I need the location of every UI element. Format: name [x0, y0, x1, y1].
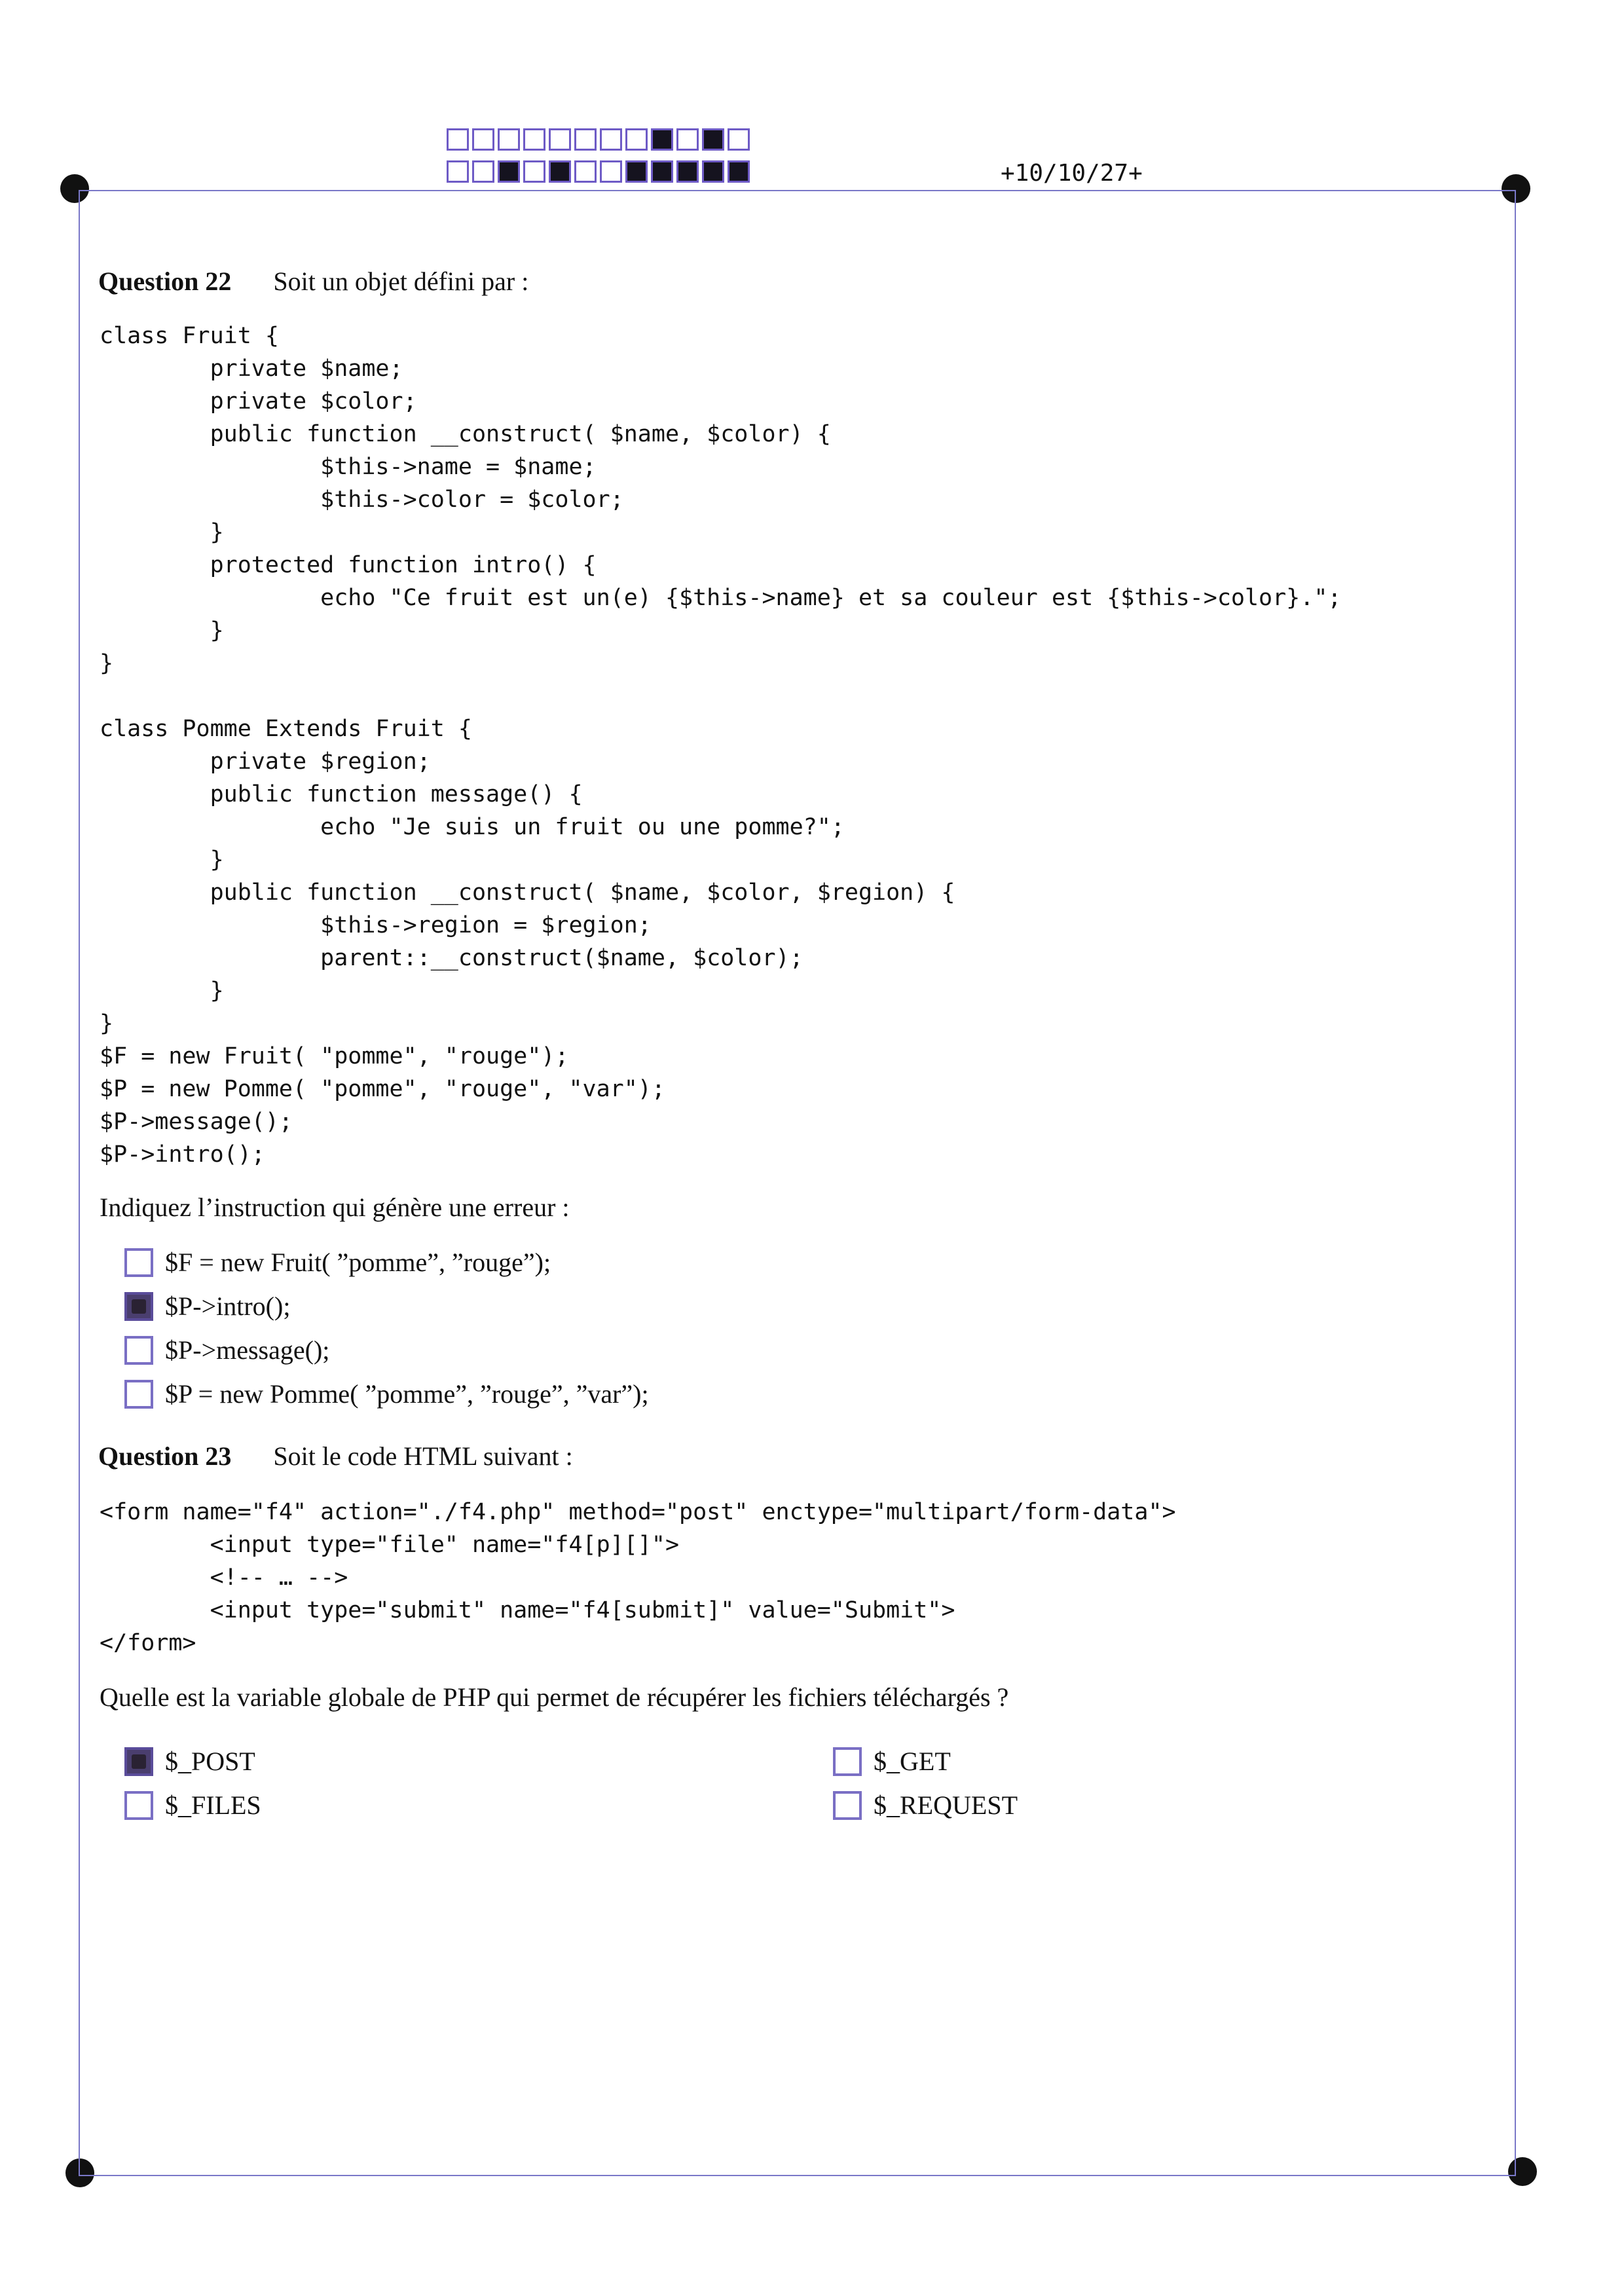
code-line: public function message() { — [100, 781, 583, 807]
code-line: </form> — [100, 1630, 196, 1656]
q22-answer-4[interactable] — [124, 1379, 649, 1409]
barcode-bottom-cell — [651, 160, 673, 183]
code-line: $P->message(); — [100, 1109, 293, 1135]
question-23-label: Question 23 — [98, 1441, 232, 1471]
barcode-top-row — [447, 128, 753, 151]
code-line: } — [100, 1010, 114, 1037]
code-line: parent::__construct($name, $color); — [100, 945, 803, 971]
barcode-top-cell — [600, 128, 622, 151]
code-line: <input type="submit" name="f4[submit]" value="Submit"> — [100, 1597, 955, 1623]
code-line: <input type="file" name="f4[p][]"> — [100, 1532, 680, 1558]
code-line: echo "Ce fruit est un(e) {$this->name} et sa couleur est {$this->color}."; — [100, 585, 1342, 611]
q23-answer-4-checkbox[interactable] — [833, 1791, 862, 1820]
q22-answer-4-label: $P = new Pomme( ”pomme”, ”rouge”, ”var”); — [165, 1379, 649, 1409]
q23-answer-2-label: $_GET — [874, 1747, 951, 1776]
question-23-prompt: Quelle est la variable globale de PHP qui permet de récupérer les fichiers téléchargés ? — [100, 1682, 1009, 1712]
barcode-top-cell — [625, 128, 648, 151]
barcode-bottom-cell — [676, 160, 699, 183]
q23-answer-4[interactable] — [833, 1790, 1018, 1821]
barcode-top-cell — [702, 128, 724, 151]
q23-answer-4-label: $_REQUEST — [874, 1790, 1018, 1820]
q22-answer-1-label: $F = new Fruit( ”pomme”, ”rouge”); — [165, 1248, 551, 1277]
code-line: $P->intro(); — [100, 1141, 265, 1168]
code-line: $this->name = $name; — [100, 454, 597, 480]
barcode-top-cell — [523, 128, 545, 151]
barcode-top-cell — [498, 128, 520, 151]
code-line: class Pomme Extends Fruit { — [100, 716, 472, 742]
question-23-heading — [98, 1441, 573, 1472]
page-id: +10/10/27+ — [1001, 160, 1143, 187]
question-23-intro: Soit le code HTML suivant : — [273, 1441, 573, 1471]
code-line: public function __construct( $name, $color) { — [100, 421, 831, 447]
question-23-code — [100, 1496, 1176, 1659]
barcode-top-cell — [574, 128, 597, 151]
q23-answer-2-checkbox[interactable] — [833, 1747, 862, 1776]
barcode-top-cell — [549, 128, 571, 151]
code-line: protected function intro() { — [100, 552, 597, 578]
question-22-code — [100, 320, 1341, 1171]
q23-answer-1[interactable] — [124, 1746, 255, 1777]
q23-answer-3-label: $_FILES — [165, 1790, 261, 1820]
code-line: } — [100, 847, 224, 873]
q22-answer-2-label: $P->intro(); — [165, 1291, 291, 1321]
barcode-bottom-cell — [549, 160, 571, 183]
q23-answer-3[interactable] — [124, 1790, 261, 1821]
question-22-heading — [98, 266, 528, 297]
code-line: private $name; — [100, 356, 403, 382]
q23-answer-1-checkbox[interactable] — [124, 1747, 153, 1776]
q22-answer-3[interactable] — [124, 1335, 329, 1365]
q22-answer-3-checkbox[interactable] — [124, 1336, 153, 1365]
question-22-intro: Soit un objet défini par : — [273, 267, 529, 296]
code-line: } — [100, 519, 224, 546]
code-line: private $color; — [100, 388, 417, 415]
barcode-top-cell — [472, 128, 494, 151]
code-line: <form name="f4" action="./f4.php" method="post" enctype="multipart/form-data"> — [100, 1499, 1176, 1525]
q23-answer-2[interactable] — [833, 1746, 951, 1777]
question-22-prompt: Indiquez l’instruction qui génère une erreur : — [100, 1193, 570, 1222]
question-22-label: Question 22 — [98, 267, 232, 296]
barcode-top-cell — [447, 128, 469, 151]
barcode-bottom-cell — [472, 160, 494, 183]
code-line: } — [100, 978, 224, 1004]
barcode-bottom-row — [447, 160, 753, 183]
code-line: private $region; — [100, 749, 431, 775]
q22-answer-4-checkbox[interactable] — [124, 1380, 153, 1409]
code-line: $this->color = $color; — [100, 487, 624, 513]
barcode-top-cell — [676, 128, 699, 151]
barcode-top-cell — [728, 128, 750, 151]
q23-answer-1-label: $_POST — [165, 1747, 255, 1776]
barcode-bottom-cell — [498, 160, 520, 183]
barcode-bottom-cell — [625, 160, 648, 183]
barcode-bottom-cell — [702, 160, 724, 183]
barcode-bottom-cell — [523, 160, 545, 183]
code-line: } — [100, 618, 224, 644]
code-line: } — [100, 650, 114, 676]
q22-answer-1-checkbox[interactable] — [124, 1248, 153, 1277]
code-line — [100, 680, 1341, 713]
barcode-bottom-cell — [728, 160, 750, 183]
code-line: $P = new Pomme( "pomme", "rouge", "var"); — [100, 1076, 665, 1102]
barcode-bottom-cell — [600, 160, 622, 183]
code-line: $this->region = $region; — [100, 912, 652, 938]
barcode-bottom-cell — [447, 160, 469, 183]
code-line: $F = new Fruit( "pomme", "rouge"); — [100, 1043, 569, 1069]
q22-answer-3-label: $P->message(); — [165, 1335, 330, 1365]
barcode-bottom-cell — [574, 160, 597, 183]
q22-answer-2-checkbox[interactable] — [124, 1292, 153, 1321]
code-line: class Fruit { — [100, 323, 279, 349]
code-line: <!-- … --> — [100, 1565, 348, 1591]
q22-answer-2[interactable] — [124, 1291, 290, 1322]
code-line: echo "Je suis un fruit ou une pomme?"; — [100, 814, 845, 840]
code-line: public function __construct( $name, $color, $region) { — [100, 880, 955, 906]
barcode-top-cell — [651, 128, 673, 151]
q23-answer-3-checkbox[interactable] — [124, 1791, 153, 1820]
q22-answer-1[interactable] — [124, 1247, 551, 1278]
